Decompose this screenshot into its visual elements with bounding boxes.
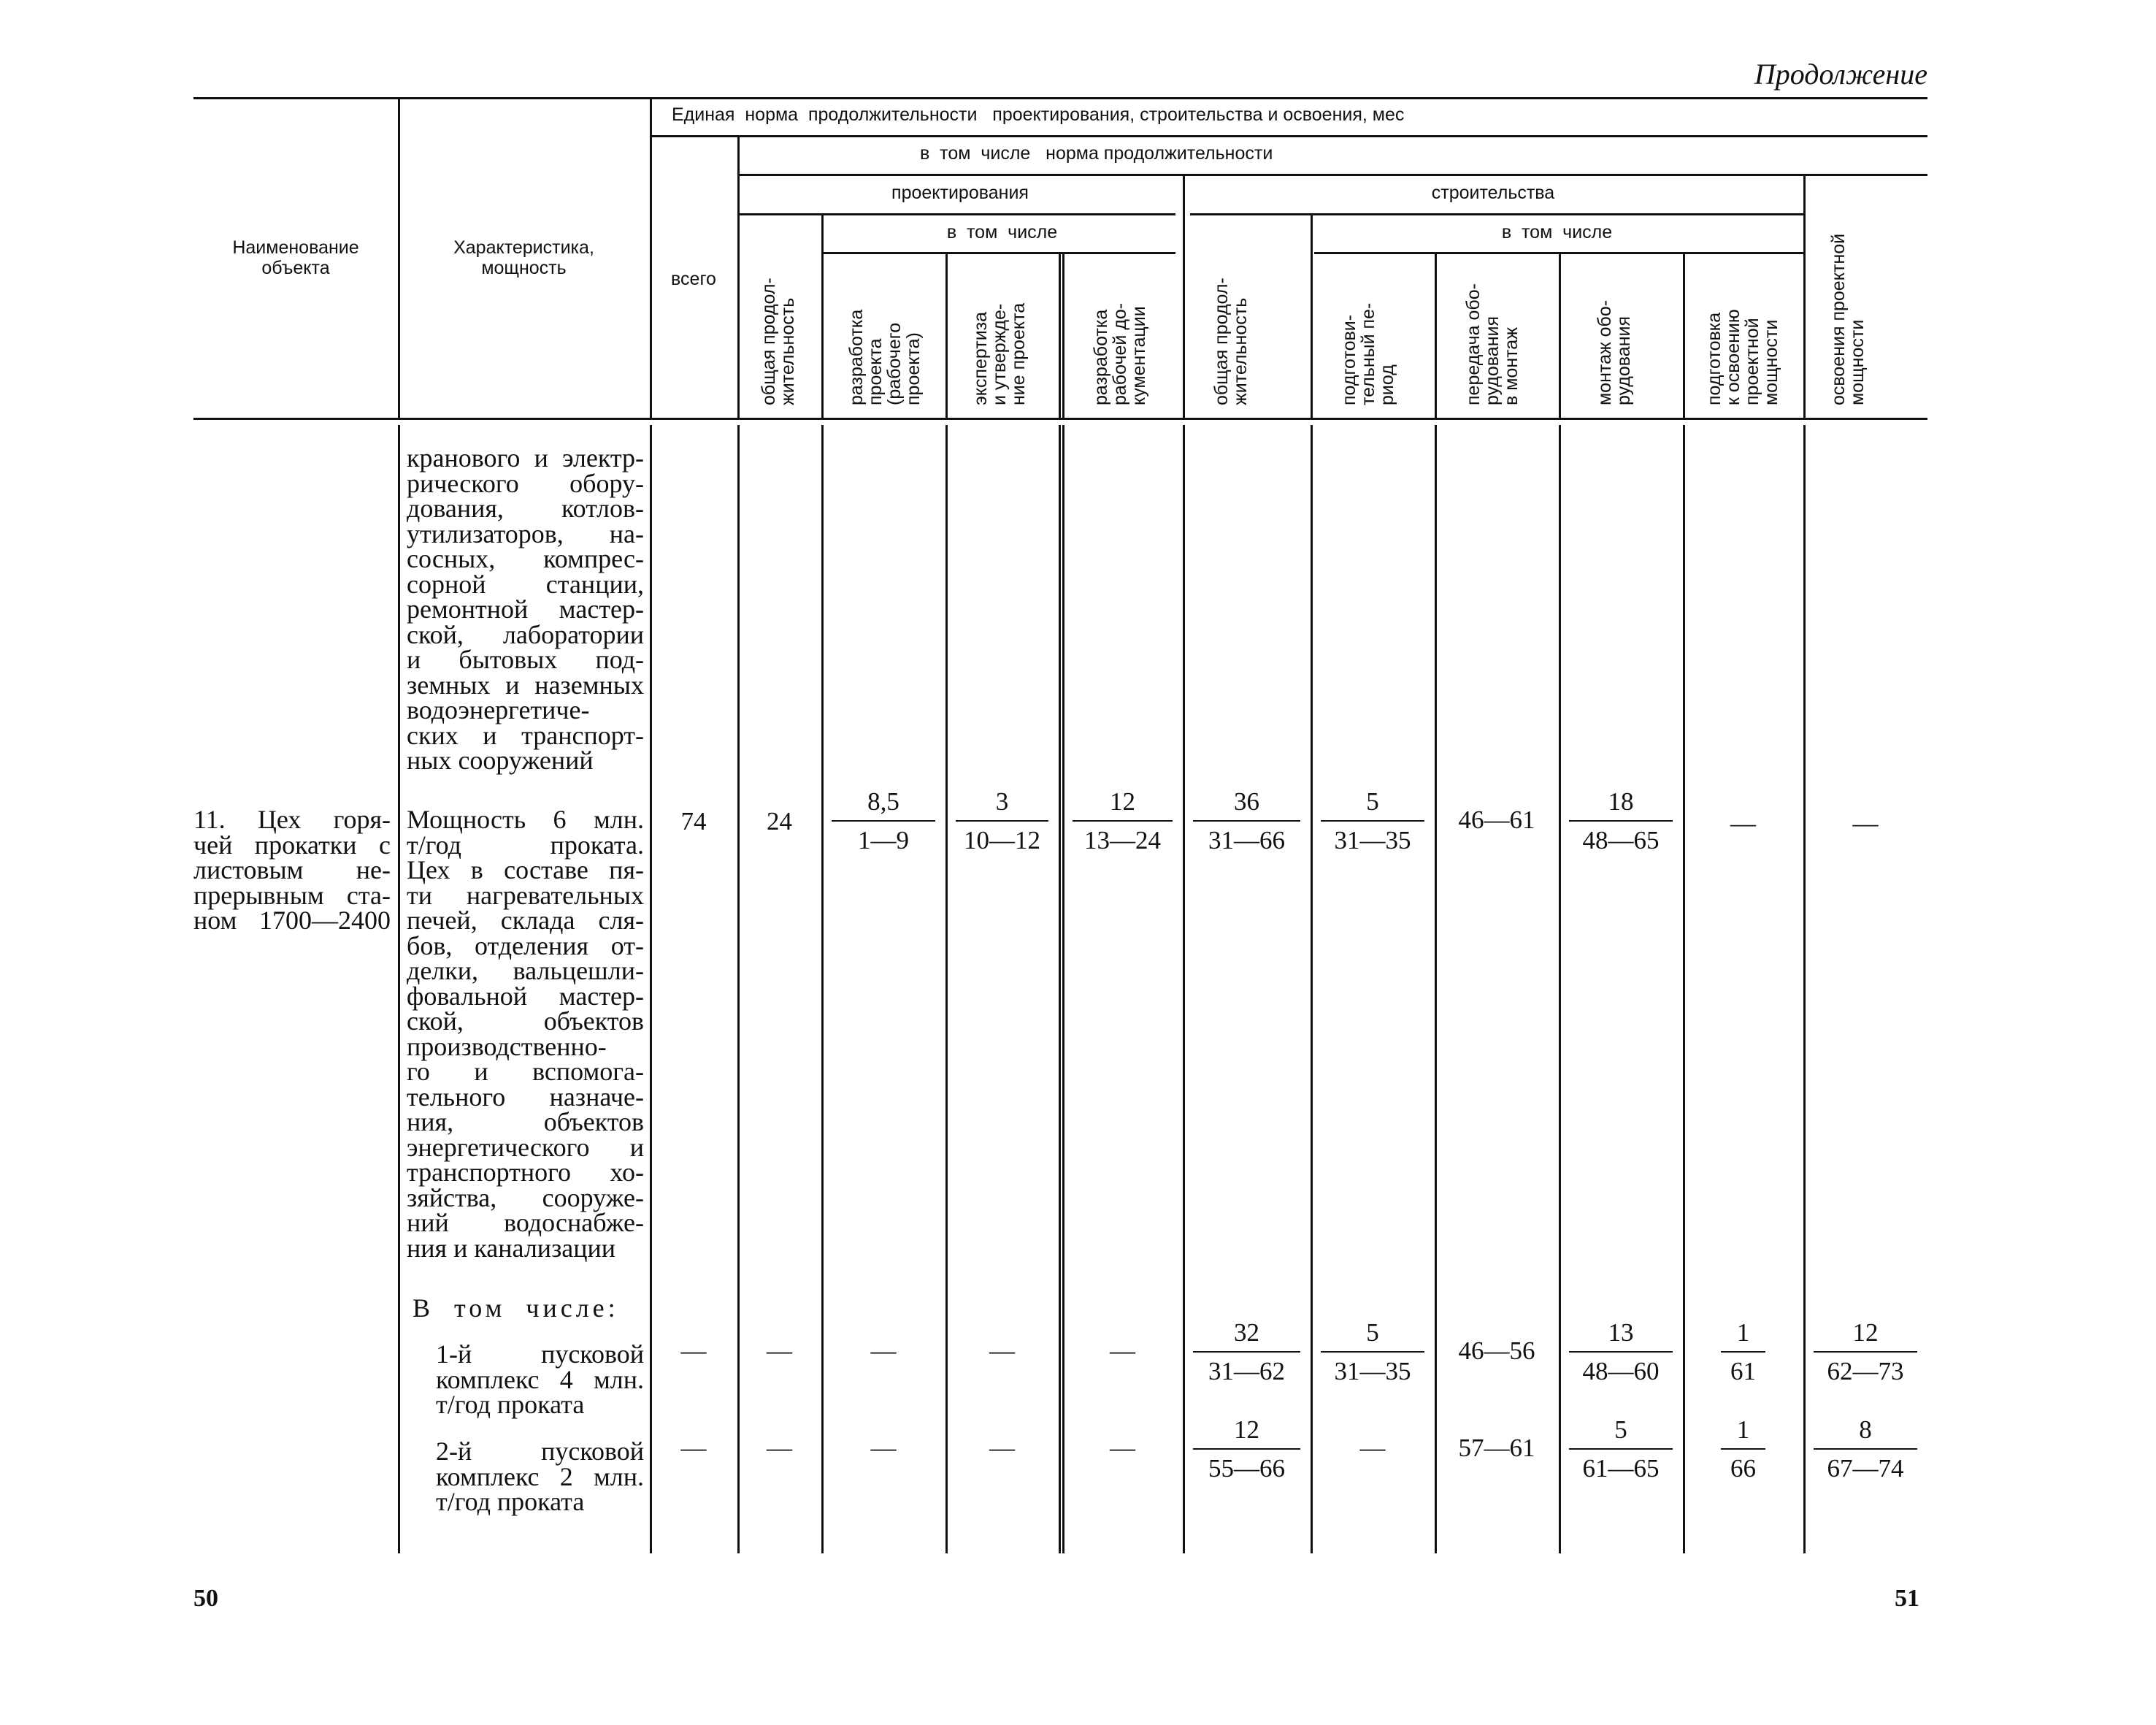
row11-prep-capacity: — — [1730, 809, 1756, 838]
text-line: утилизаторов, на- — [407, 519, 644, 548]
text-line: кранового и электр- — [407, 443, 644, 473]
header-object-name: Наименование объекта — [232, 237, 359, 278]
complex2-project-dev: — — [870, 1434, 897, 1462]
complex1-prep-period — [1311, 1318, 1435, 1386]
fraction-duration: 1 — [1736, 1318, 1750, 1347]
text-line: 2-й пусковой — [436, 1437, 644, 1466]
fraction-period: 62—73 — [1827, 1357, 1904, 1385]
fraction-period: 31—66 — [1208, 826, 1285, 854]
row11-equip-transfer: 46—61 — [1458, 806, 1535, 834]
fraction-duration: 32 — [1234, 1318, 1259, 1347]
complex2-constr-total — [1183, 1415, 1311, 1483]
header-design-incl: в том числе — [946, 222, 1058, 242]
row11-object-name — [193, 807, 391, 933]
row11-design-total: 24 — [767, 807, 792, 835]
row11-constr-total — [1183, 787, 1311, 855]
text-line: Цех в составе пя- — [407, 855, 644, 884]
text-line: сосных, компрес- — [407, 544, 644, 573]
fraction-period: 13—24 — [1084, 826, 1161, 854]
header-prep-capacity: подготовка к освоению проектной мощности — [1704, 309, 1781, 405]
header-construction-incl: в том числе — [1501, 222, 1613, 242]
fraction-period: 66 — [1730, 1454, 1756, 1483]
row11-prep-period — [1311, 787, 1435, 855]
text-line: дования, котлов- — [407, 494, 644, 523]
header-construction: строительства — [1431, 183, 1555, 203]
text-line: т/год проката — [436, 1487, 585, 1516]
header-incl-norm: в том числе норма продолжительности — [920, 143, 1273, 164]
row11-equip-install — [1559, 787, 1683, 855]
header-working-docs: разработка рабочей до- кументации — [1091, 302, 1149, 405]
text-line: бов, отделения от- — [407, 930, 644, 960]
text-line: транспортного хо- — [407, 1158, 644, 1187]
complex2-total: — — [680, 1434, 707, 1462]
complex1-capacity-mastering — [1803, 1318, 1927, 1386]
text-line: ния и канализации — [407, 1233, 616, 1263]
text-line: производственно- — [407, 1031, 607, 1061]
fraction-period: 48—65 — [1582, 826, 1660, 854]
text-line: т/год проката. — [407, 830, 644, 860]
text-line: рического обору- — [407, 468, 644, 498]
text-line: водоэнергетиче- — [407, 695, 590, 724]
text-line: зяйства, сооруже- — [407, 1182, 644, 1212]
text-line: комплекс 4 млн. — [436, 1364, 644, 1394]
text-line: го и вспомога- — [407, 1057, 644, 1086]
text-line: ных сооружений — [407, 746, 594, 775]
fraction-duration: 36 — [1234, 787, 1259, 816]
fraction-period: 31—62 — [1208, 1357, 1285, 1385]
fraction-period: 48—60 — [1582, 1357, 1660, 1385]
text-line: ти нагревательных — [407, 880, 644, 910]
text-line: ской, лаборатории — [407, 619, 644, 649]
header-project-dev: разработка проекта (рабочего проекта) — [846, 309, 924, 405]
text-line: Мощность 6 млн. — [407, 805, 644, 834]
fraction-period: 31—35 — [1334, 1357, 1411, 1385]
complex1-expertise: — — [989, 1336, 1015, 1365]
complex1-project-dev: — — [870, 1336, 897, 1365]
fraction-period: 61—65 — [1582, 1454, 1660, 1483]
including-label: В том числе: — [413, 1293, 619, 1323]
complex2-name — [436, 1439, 644, 1515]
complex2-prep-capacity — [1683, 1415, 1803, 1483]
header-prep-period: подготови- тельный пе- риод — [1339, 302, 1397, 405]
header-equip-install: монтаж обо- рудования — [1595, 299, 1634, 405]
text-line: ской, объектов — [407, 1006, 644, 1036]
fraction-duration: 5 — [1366, 787, 1379, 816]
complex1-prep-capacity — [1683, 1318, 1803, 1386]
text-line: прерывным ста- — [193, 880, 391, 910]
header-expertise: экспертиза и утвержде- ние проекта — [970, 302, 1029, 405]
text-line: земных и наземных — [407, 670, 644, 700]
text-line: чей прокатки с — [193, 830, 391, 860]
fraction-period: 55—66 — [1208, 1454, 1285, 1483]
header-characteristic: Характеристика, мощность — [453, 237, 594, 278]
text-line: ремонтной мастер- — [407, 594, 644, 624]
fraction-duration: 18 — [1608, 787, 1634, 816]
continuation-label: Продолжение — [1754, 58, 1927, 91]
text-line: комплекс 2 млн. — [436, 1461, 644, 1491]
text-line: сорной станции, — [407, 569, 644, 599]
complex2-prep-period: — — [1359, 1434, 1386, 1462]
complex1-total: — — [680, 1336, 707, 1365]
complex2-design-total: — — [767, 1434, 792, 1462]
fraction-duration: 12 — [1852, 1318, 1879, 1347]
fraction-period: 1—9 — [858, 826, 909, 854]
page-number-right: 51 — [1895, 1585, 1919, 1612]
header-design-total: общая продол- жительность — [759, 278, 798, 405]
complex1-constr-total — [1183, 1318, 1311, 1386]
continuation-text — [407, 445, 644, 773]
complex2-equip-transfer: 57—61 — [1458, 1434, 1535, 1462]
fraction-period: 67—74 — [1827, 1454, 1904, 1483]
fraction-duration: 8,5 — [867, 787, 899, 816]
text-line: 1-й пусковой — [436, 1339, 644, 1369]
row11-project-dev — [821, 787, 945, 855]
page-number-left: 50 — [193, 1585, 218, 1612]
fraction-duration: 12 — [1234, 1415, 1259, 1444]
row11-expertise — [945, 787, 1059, 855]
text-line: ния, объектов — [407, 1107, 644, 1136]
complex1-name — [436, 1339, 644, 1419]
fraction-period: 10—12 — [964, 826, 1040, 854]
complex2-equip-install — [1559, 1415, 1683, 1483]
complex1-equip-install — [1559, 1318, 1683, 1386]
fraction-duration: 1 — [1736, 1415, 1750, 1444]
text-line: делки, вальцешли- — [407, 956, 644, 985]
complex1-equip-transfer: 46—56 — [1458, 1336, 1535, 1365]
fraction-duration: 8 — [1859, 1415, 1872, 1444]
fraction-period: 61 — [1730, 1357, 1756, 1385]
text-line: 11. Цех горя- — [193, 805, 391, 834]
header-total: всего — [671, 269, 716, 289]
text-line: и бытовых под- — [407, 645, 644, 674]
text-line: листовым не- — [193, 855, 391, 884]
text-line: энергетического и — [407, 1132, 644, 1162]
header-capacity-mastering: освоения проектной мощности — [1828, 233, 1868, 405]
complex2-expertise: — — [989, 1434, 1015, 1462]
header-constr-total: общая продол- жительность — [1211, 278, 1251, 405]
complex2-capacity-mastering — [1803, 1415, 1927, 1483]
row11-total: 74 — [680, 807, 707, 835]
complex1-design-total: — — [767, 1336, 792, 1365]
header-unified-norm: Единая норма продолжительности проектирования, строительства и освоения, мес — [672, 104, 1405, 125]
row11-working-docs — [1062, 787, 1183, 855]
text-line: ном 1700—2400 — [193, 906, 391, 935]
header-equip-transfer: передача обо- рудования в монтаж — [1463, 283, 1522, 405]
row11-characteristic — [407, 807, 644, 1261]
text-line: ских и транспорт- — [407, 720, 644, 750]
text-line: ний водоснабже- — [407, 1208, 644, 1237]
header-design: проектирования — [891, 183, 1029, 203]
fraction-duration: 13 — [1608, 1318, 1634, 1347]
complex2-working-docs: — — [1110, 1434, 1135, 1462]
fraction-duration: 12 — [1110, 787, 1135, 816]
text-line: тельного назначе- — [407, 1082, 644, 1112]
text-line: т/год проката — [436, 1390, 585, 1419]
fraction-duration: 3 — [995, 787, 1009, 816]
fraction-period: 31—35 — [1334, 826, 1411, 854]
fraction-duration: 5 — [1366, 1318, 1379, 1347]
text-line: печей, склада сля- — [407, 906, 644, 935]
text-line: фовальной мастер- — [407, 981, 644, 1011]
fraction-duration: 5 — [1614, 1415, 1627, 1444]
complex1-working-docs: — — [1110, 1336, 1135, 1365]
row11-capacity-mastering: — — [1852, 809, 1879, 838]
